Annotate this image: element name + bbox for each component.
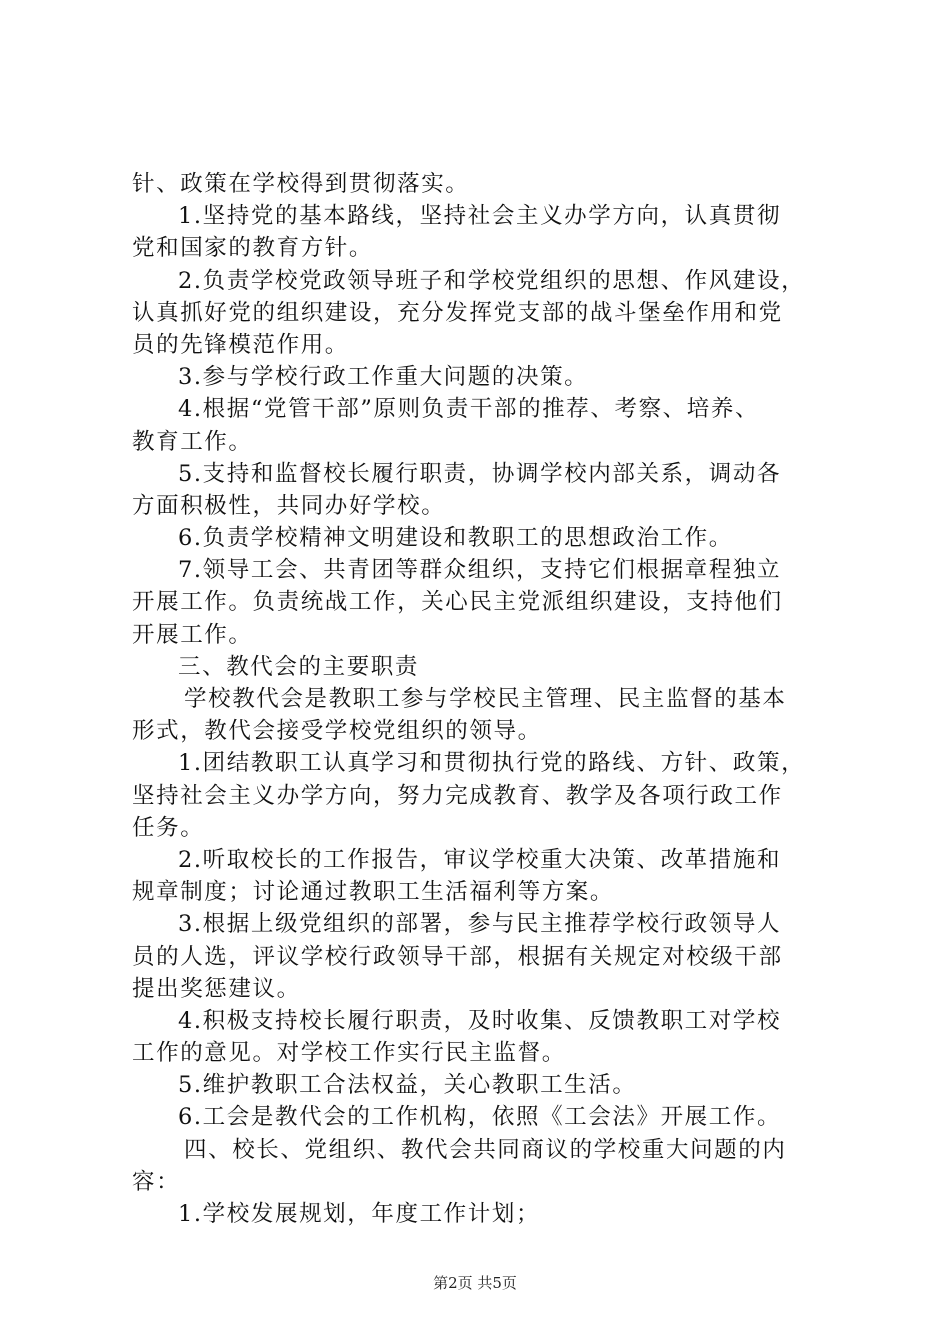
text-line: 1.学校发展规划，年度工作计划； bbox=[178, 1201, 541, 1227]
text-line: 2.听取校长的工作报告，审议学校重大决策、改革措施和 bbox=[178, 846, 782, 873]
text-line: 教育工作。 bbox=[132, 428, 253, 455]
text-line: 任务。 bbox=[132, 814, 205, 841]
text-line: 3.根据上级党组织的部署，参与民主推荐学校行政领导人 bbox=[178, 911, 782, 938]
text-line: 工作的意见。对学校工作实行民主监督。 bbox=[132, 1040, 566, 1067]
text-line: 提出奖惩建议。 bbox=[132, 975, 301, 1002]
text-line: 5.支持和监督校长履行职责，协调学校内部关系，调动各 bbox=[178, 460, 782, 487]
text-line: 6.负责学校精神文明建设和教职工的思想政治工作。 bbox=[178, 525, 733, 552]
text-line: 认真抓好党的组织建设，充分发挥党支部的战斗堡垒作用和党 bbox=[132, 299, 783, 326]
section-heading: 三、教代会的主要职责 bbox=[178, 653, 420, 680]
section-heading: 四、校长、党组织、教代会共同商议的学校重大问题的内 bbox=[184, 1136, 787, 1163]
text-line: 3.参与学校行政工作重大问题的决策。 bbox=[178, 364, 589, 391]
text-line: 方面积极性，共同办好学校。 bbox=[132, 492, 446, 519]
text-line: 坚持社会主义办学方向，努力完成教育、教学及各项行政工作 bbox=[132, 782, 783, 809]
text-line: 4.积极支持校长履行职责，及时收集、反馈教职工对学校 bbox=[178, 1007, 782, 1034]
document-body bbox=[132, 168, 832, 1230]
page-footer bbox=[0, 1272, 950, 1293]
text-line: 2.负责学校党政领导班子和学校党组织的思想、作风建设， bbox=[178, 267, 806, 294]
text-line: 6.工会是教代会的工作机构，依照《工会法》开展工作。 bbox=[178, 1104, 782, 1131]
text-line: 员的人选，评议学校行政领导干部，根据有关规定对校级干部 bbox=[132, 943, 783, 970]
text-line: 开展工作。 bbox=[132, 621, 253, 648]
text-line: 容： bbox=[132, 1168, 181, 1195]
page-indicator: 第2页 共5页 bbox=[433, 1274, 517, 1292]
text-line: 员的先锋模范作用。 bbox=[132, 331, 349, 358]
text-line: 5.维护教职工合法权益，关心教职工生活。 bbox=[178, 1072, 637, 1099]
text-line: 1.团结教职工认真学习和贯彻执行党的路线、方针、政策， bbox=[178, 750, 806, 777]
text-line: 7.领导工会、共青团等群众组织，支持它们根据章程独立 bbox=[178, 557, 782, 584]
text-line: 4.根据“党管干部”原则负责干部的推荐、考察、培养、 bbox=[178, 396, 760, 423]
text-line: 形式，教代会接受学校党组织的领导。 bbox=[132, 718, 542, 745]
text-line: 开展工作。负责统战工作，关心民主党派组织建设，支持他们 bbox=[132, 589, 783, 616]
text-line: 党和国家的教育方针。 bbox=[132, 235, 374, 262]
text-line: 1.坚持党的基本路线，坚持社会主义办学方向，认真贯彻 bbox=[178, 203, 782, 230]
text-line: 学校教代会是教职工参与学校民主管理、民主监督的基本 bbox=[184, 686, 787, 712]
text-line: 针、政策在学校得到贯彻落实。 bbox=[132, 171, 470, 197]
text-line: 规章制度；讨论通过教职工生活福利等方案。 bbox=[132, 879, 615, 906]
